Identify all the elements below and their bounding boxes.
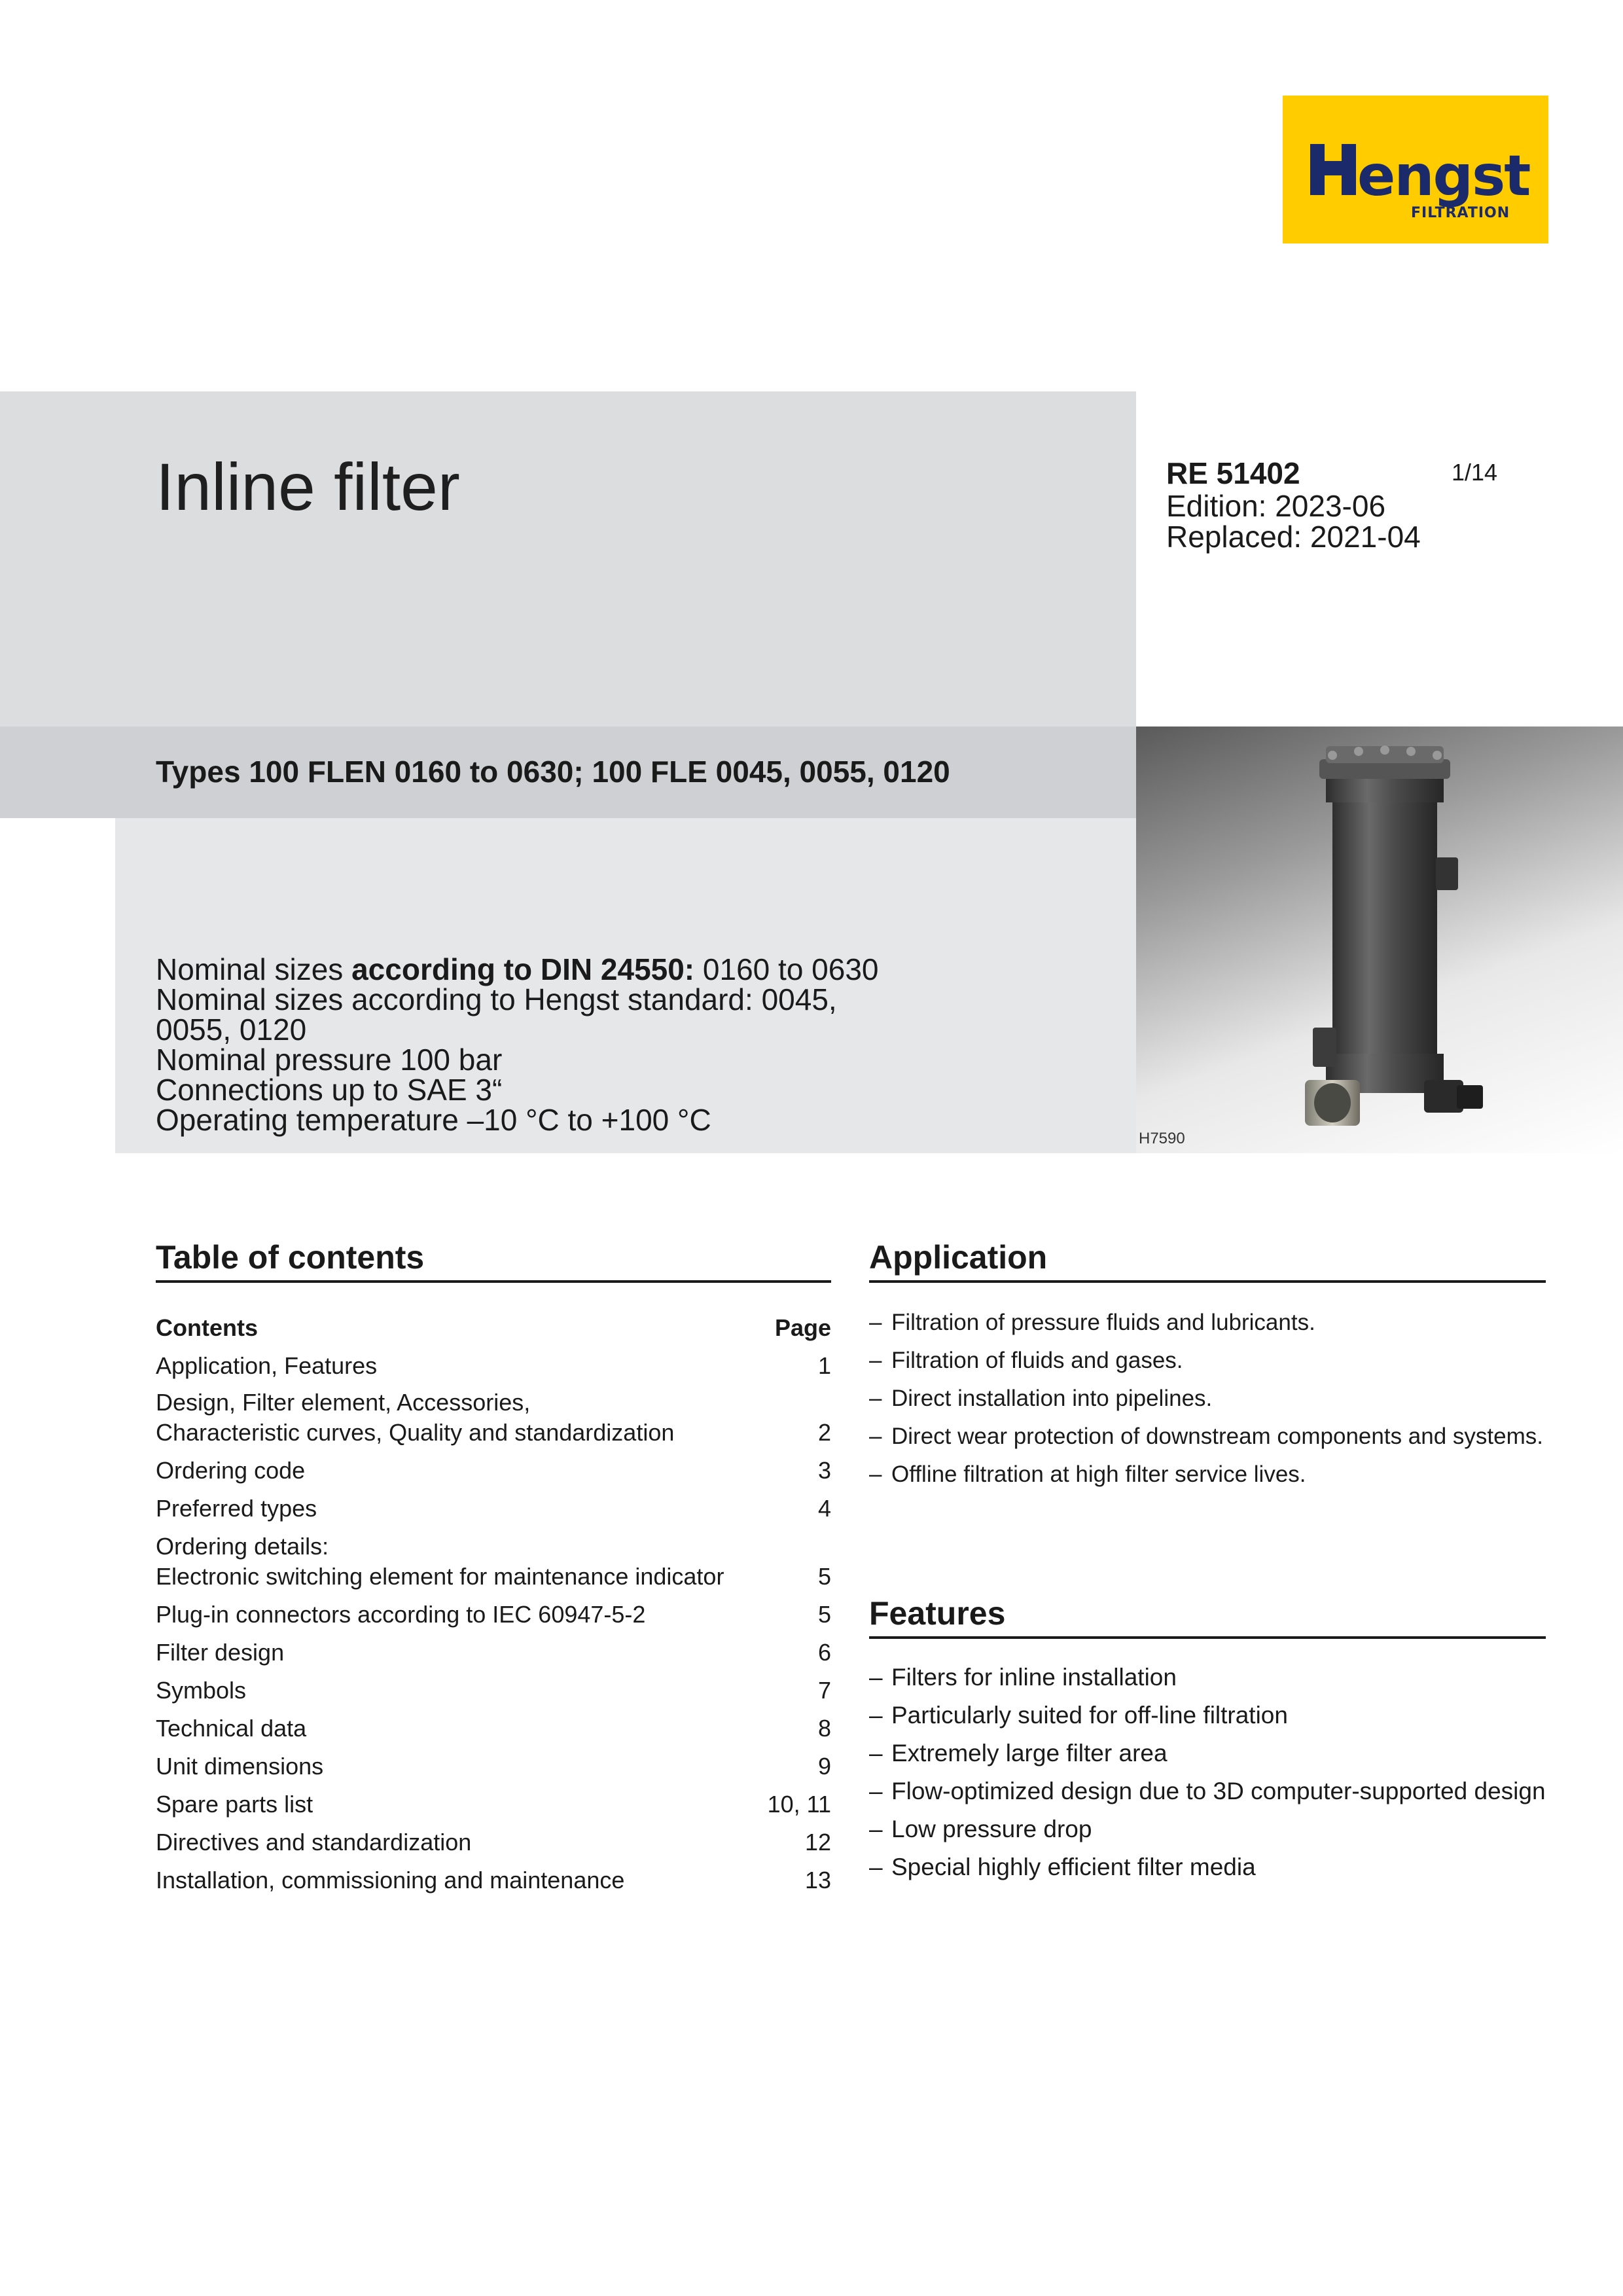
toc-entry-label: Unit dimensions xyxy=(156,1753,324,1780)
toc-entry-page: 13 xyxy=(804,1867,831,1893)
list-item: – Filters for inline installation xyxy=(869,1659,1550,1696)
features-divider xyxy=(869,1636,1546,1639)
spec-line: Operating temperature –10 °C to +100 °C xyxy=(156,1103,711,1137)
list-item: – Low pressure drop xyxy=(869,1810,1550,1848)
product-photo xyxy=(1136,726,1623,1153)
list-item: – Special highly efficient filter media xyxy=(869,1848,1550,1886)
application-divider xyxy=(869,1280,1546,1283)
features-list xyxy=(869,1659,1550,1886)
page-number: 1/14 xyxy=(1452,459,1498,486)
toc-row[interactable] xyxy=(156,1713,831,1744)
toc-row[interactable] xyxy=(156,1751,831,1782)
toc-entry-label: Filter design xyxy=(156,1639,285,1666)
toc-row[interactable] xyxy=(156,1600,831,1630)
application-heading: Application xyxy=(869,1239,1048,1276)
spec-line: Nominal pressure 100 bar xyxy=(156,1043,503,1077)
toc-divider xyxy=(156,1280,831,1283)
spec-line: Nominal sizes according to Hengst standard: 0045, xyxy=(156,982,837,1016)
toc-entry-label: Ordering code xyxy=(156,1457,306,1484)
toc-entry-page: 4 xyxy=(817,1495,831,1522)
toc-entry-label: Installation, commissioning and maintenance xyxy=(156,1867,625,1893)
toc-row[interactable] xyxy=(156,1789,831,1820)
toc-row[interactable] xyxy=(156,1388,831,1448)
spec-line: 0055, 0120 xyxy=(156,1013,307,1047)
toc-entry-label: Design, Filter element, Accessories, Characteristic curves, Quality and standardization xyxy=(156,1389,675,1446)
list-item: – Direct installation into pipelines. xyxy=(869,1380,1550,1418)
hengst-logo xyxy=(1283,96,1548,243)
list-item: – Filtration of pressure fluids and lubricants. xyxy=(869,1304,1550,1342)
toc-row[interactable] xyxy=(156,1532,831,1592)
page-title: Inline filter xyxy=(156,450,460,524)
spec-bold-text: according to DIN 24550: xyxy=(351,952,695,986)
spec-line: Connections up to SAE 3“ xyxy=(156,1073,503,1107)
types-subtitle: Types 100 FLEN 0160 to 0630; 100 FLE 0045, 0055, 0120 xyxy=(156,755,950,789)
inline-filter-image xyxy=(1136,726,1623,1153)
toc-entry-label: Ordering details: Electronic switching element for maintenance indicator xyxy=(156,1533,724,1590)
list-item: – Filtration of fluids and gases. xyxy=(869,1342,1550,1380)
spec-text: Nominal sizes xyxy=(156,952,352,986)
toc-row[interactable] xyxy=(156,1494,831,1524)
toc-entry-label: Directives and standardization xyxy=(156,1829,472,1856)
toc-entry-label: Symbols xyxy=(156,1677,247,1704)
edition-date: Edition: 2023-06 xyxy=(1166,489,1386,523)
toc-row[interactable] xyxy=(156,1456,831,1486)
list-item: – Offline filtration at high filter service lives. xyxy=(869,1456,1550,1494)
toc-entry-page: 10, 11 xyxy=(767,1791,831,1818)
list-item: – Extremely large filter area xyxy=(869,1734,1550,1772)
toc-contents-header: Contents xyxy=(156,1314,258,1341)
hengst-logo-mark xyxy=(1283,96,1548,243)
svg-text:FILTRATION: FILTRATION xyxy=(1411,205,1510,221)
toc-entry-label: Technical data xyxy=(156,1715,307,1742)
specifications xyxy=(156,952,879,1137)
toc-row[interactable] xyxy=(156,1638,831,1668)
list-item: – Particularly suited for off-line filtration xyxy=(869,1696,1550,1734)
application-list xyxy=(869,1304,1550,1494)
spec-text: 0160 to 0630 xyxy=(694,952,879,986)
toc-entry-label: Spare parts list xyxy=(156,1791,313,1818)
toc-entry-label: Preferred types xyxy=(156,1495,317,1522)
toc-row[interactable] xyxy=(156,1827,831,1857)
toc-heading: Table of contents xyxy=(156,1239,425,1276)
svg-text:engst: engst xyxy=(1357,143,1530,209)
toc-header-row xyxy=(156,1313,831,1343)
toc-row[interactable] xyxy=(156,1351,831,1381)
toc-entry-label: Plug-in connectors according to IEC 60947-5-2 xyxy=(156,1601,646,1628)
toc-row[interactable] xyxy=(156,1865,831,1895)
toc-entry-page: 5 xyxy=(817,1563,831,1590)
toc-page-header: Page xyxy=(774,1314,831,1341)
toc-entry-page: 1 xyxy=(817,1352,831,1379)
toc-entry-page: 12 xyxy=(804,1829,831,1856)
spec-line-din xyxy=(156,952,879,986)
replaced-date: Replaced: 2021-04 xyxy=(1166,520,1421,554)
header-band xyxy=(0,391,1136,726)
toc-entry-page: 2 xyxy=(817,1419,831,1446)
toc-row[interactable] xyxy=(156,1676,831,1706)
toc-entry-page: 6 xyxy=(817,1639,831,1666)
list-item: – Flow-optimized design due to 3D computer-supported design xyxy=(869,1772,1550,1810)
toc-entry-page: 9 xyxy=(817,1753,831,1780)
toc-entry-label: Application, Features xyxy=(156,1352,378,1379)
list-item: – Direct wear protection of downstream components and systems. xyxy=(869,1418,1550,1456)
document-number: RE 51402 xyxy=(1166,456,1300,490)
toc-entry-page: 7 xyxy=(817,1677,831,1704)
toc-entry-page: 5 xyxy=(817,1601,831,1628)
toc-entry-page: 3 xyxy=(817,1457,831,1484)
features-heading: Features xyxy=(869,1595,1006,1632)
toc-entry-page: 8 xyxy=(817,1715,831,1742)
image-code: H7590 xyxy=(1139,1130,1185,1147)
